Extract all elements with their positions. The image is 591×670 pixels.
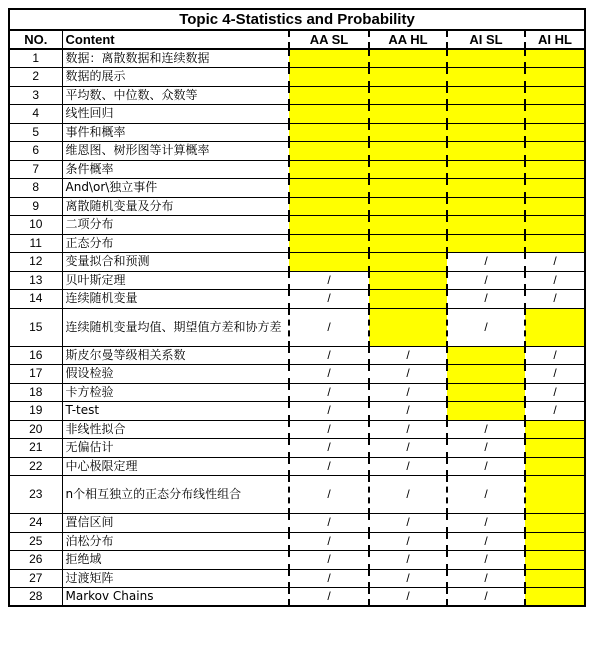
cell-ai-hl	[525, 420, 585, 439]
cell-aa-sl	[289, 160, 369, 179]
row-content: 事件和概率	[62, 123, 289, 142]
table-row	[9, 271, 585, 290]
row-number: 18	[9, 383, 62, 402]
cell-ai-sl: /	[447, 253, 525, 272]
cell-ai-hl: /	[525, 253, 585, 272]
header-no: NO.	[9, 30, 62, 49]
cell-ai-sl: /	[447, 551, 525, 570]
cell-aa-sl: /	[289, 457, 369, 476]
cell-ai-sl	[447, 365, 525, 384]
cell-aa-sl: /	[289, 439, 369, 458]
cell-ai-hl	[525, 532, 585, 551]
cell-ai-hl	[525, 68, 585, 87]
header-row	[9, 30, 585, 49]
row-content: 线性回归	[62, 105, 289, 124]
row-number: 10	[9, 216, 62, 235]
cell-ai-hl	[525, 216, 585, 235]
cell-aa-sl: /	[289, 383, 369, 402]
row-content: Markov Chains	[62, 588, 289, 607]
cell-aa-sl: /	[289, 514, 369, 533]
cell-aa-hl	[369, 49, 447, 68]
cell-ai-hl	[525, 457, 585, 476]
cell-aa-sl: /	[289, 551, 369, 570]
row-content: 泊松分布	[62, 532, 289, 551]
row-content: 置信区间	[62, 514, 289, 533]
cell-aa-sl	[289, 216, 369, 235]
cell-aa-hl	[369, 179, 447, 198]
row-number: 9	[9, 197, 62, 216]
row-content: And\or\独立事件	[62, 179, 289, 198]
table-row	[9, 123, 585, 142]
row-number: 20	[9, 420, 62, 439]
row-number: 2	[9, 68, 62, 87]
cell-ai-sl	[447, 179, 525, 198]
cell-aa-sl: /	[289, 569, 369, 588]
table-row	[9, 105, 585, 124]
table-row	[9, 346, 585, 365]
cell-aa-sl	[289, 234, 369, 253]
header-content: Content	[62, 30, 289, 49]
table-row	[9, 197, 585, 216]
cell-ai-hl: /	[525, 271, 585, 290]
row-content: 变量拟合和预测	[62, 253, 289, 272]
cell-ai-sl: /	[447, 439, 525, 458]
cell-aa-hl	[369, 197, 447, 216]
header-ai-sl: AI SL	[447, 30, 525, 49]
cell-ai-hl	[525, 551, 585, 570]
cell-ai-sl	[447, 123, 525, 142]
cell-aa-sl	[289, 86, 369, 105]
cell-aa-sl: /	[289, 588, 369, 607]
table-row	[9, 49, 585, 68]
cell-ai-hl	[525, 308, 585, 346]
cell-ai-sl	[447, 68, 525, 87]
row-content: 拒绝域	[62, 551, 289, 570]
cell-ai-hl: /	[525, 402, 585, 421]
table-row	[9, 588, 585, 607]
cell-ai-sl	[447, 383, 525, 402]
cell-aa-hl	[369, 68, 447, 87]
row-number: 13	[9, 271, 62, 290]
table-row	[9, 308, 585, 346]
row-number: 14	[9, 290, 62, 309]
table-row	[9, 551, 585, 570]
table-row	[9, 365, 585, 384]
table-row	[9, 514, 585, 533]
cell-aa-hl	[369, 216, 447, 235]
row-number: 24	[9, 514, 62, 533]
cell-ai-hl: /	[525, 383, 585, 402]
row-number: 19	[9, 402, 62, 421]
cell-ai-sl	[447, 105, 525, 124]
row-number: 16	[9, 346, 62, 365]
row-content: 离散随机变量及分布	[62, 197, 289, 216]
table-row	[9, 457, 585, 476]
row-content: 贝叶斯定理	[62, 271, 289, 290]
cell-ai-sl	[447, 86, 525, 105]
row-number: 8	[9, 179, 62, 198]
cell-aa-sl: /	[289, 365, 369, 384]
cell-aa-hl: /	[369, 457, 447, 476]
cell-aa-hl: /	[369, 551, 447, 570]
cell-aa-hl	[369, 105, 447, 124]
row-content: 斯皮尔曼等级相关系数	[62, 346, 289, 365]
row-number: 26	[9, 551, 62, 570]
table-row	[9, 569, 585, 588]
cell-ai-hl	[525, 86, 585, 105]
cell-ai-hl	[525, 569, 585, 588]
cell-aa-sl: /	[289, 532, 369, 551]
row-content: 条件概率	[62, 160, 289, 179]
row-content: 非线性拟合	[62, 420, 289, 439]
cell-aa-sl	[289, 197, 369, 216]
cell-aa-hl: /	[369, 476, 447, 514]
cell-aa-sl	[289, 123, 369, 142]
cell-ai-hl	[525, 197, 585, 216]
row-number: 27	[9, 569, 62, 588]
cell-ai-hl	[525, 476, 585, 514]
header-aa-sl: AA SL	[289, 30, 369, 49]
cell-ai-hl: /	[525, 365, 585, 384]
row-number: 12	[9, 253, 62, 272]
cell-aa-hl: /	[369, 532, 447, 551]
cell-aa-sl: /	[289, 346, 369, 365]
table-row	[9, 402, 585, 421]
table-row	[9, 253, 585, 272]
table-row	[9, 234, 585, 253]
cell-aa-hl	[369, 253, 447, 272]
table-row	[9, 439, 585, 458]
syllabus-table-wrapper	[8, 8, 584, 607]
table-body	[9, 49, 585, 606]
cell-ai-sl: /	[447, 308, 525, 346]
cell-aa-hl: /	[369, 383, 447, 402]
table-title: Topic 4-Statistics and Probability	[9, 9, 585, 30]
row-content: n个相互独立的正态分布线性组合	[62, 476, 289, 514]
cell-ai-hl	[525, 588, 585, 607]
row-content: 二项分布	[62, 216, 289, 235]
row-content: 连续随机变量	[62, 290, 289, 309]
cell-ai-sl: /	[447, 476, 525, 514]
cell-ai-hl	[525, 105, 585, 124]
row-number: 17	[9, 365, 62, 384]
cell-aa-hl	[369, 160, 447, 179]
cell-aa-hl	[369, 308, 447, 346]
cell-ai-hl	[525, 49, 585, 68]
row-content: 卡方检验	[62, 383, 289, 402]
cell-aa-sl	[289, 68, 369, 87]
cell-ai-sl: /	[447, 271, 525, 290]
table-row	[9, 290, 585, 309]
row-content: 维恩图、树形图等计算概率	[62, 142, 289, 161]
cell-aa-hl	[369, 123, 447, 142]
row-number: 6	[9, 142, 62, 161]
cell-aa-hl: /	[369, 420, 447, 439]
cell-ai-sl	[447, 346, 525, 365]
row-number: 1	[9, 49, 62, 68]
row-number: 11	[9, 234, 62, 253]
cell-aa-hl: /	[369, 514, 447, 533]
cell-ai-hl	[525, 142, 585, 161]
table-row	[9, 532, 585, 551]
cell-ai-hl	[525, 439, 585, 458]
cell-ai-hl	[525, 179, 585, 198]
cell-aa-sl: /	[289, 476, 369, 514]
table-row	[9, 216, 585, 235]
cell-ai-sl	[447, 402, 525, 421]
row-content: 平均数、中位数、众数等	[62, 86, 289, 105]
cell-aa-sl	[289, 49, 369, 68]
row-number: 15	[9, 308, 62, 346]
row-number: 5	[9, 123, 62, 142]
row-content: 正态分布	[62, 234, 289, 253]
row-number: 22	[9, 457, 62, 476]
cell-aa-sl	[289, 253, 369, 272]
cell-ai-sl	[447, 197, 525, 216]
row-content: 数据：离散数据和连续数据	[62, 49, 289, 68]
cell-aa-hl: /	[369, 439, 447, 458]
row-number: 7	[9, 160, 62, 179]
cell-ai-sl: /	[447, 569, 525, 588]
row-content: 连续随机变量均值、期望值方差和协方差	[62, 308, 289, 346]
cell-ai-sl: /	[447, 420, 525, 439]
row-content: 数据的展示	[62, 68, 289, 87]
cell-aa-sl: /	[289, 402, 369, 421]
cell-aa-hl	[369, 234, 447, 253]
cell-aa-hl	[369, 271, 447, 290]
header-ai-hl: AI HL	[525, 30, 585, 49]
cell-ai-sl: /	[447, 457, 525, 476]
table-row	[9, 420, 585, 439]
cell-ai-sl: /	[447, 514, 525, 533]
cell-ai-hl: /	[525, 290, 585, 309]
cell-ai-hl	[525, 123, 585, 142]
cell-aa-hl: /	[369, 402, 447, 421]
cell-ai-sl	[447, 142, 525, 161]
header-aa-hl: AA HL	[369, 30, 447, 49]
cell-ai-sl	[447, 49, 525, 68]
cell-ai-sl	[447, 216, 525, 235]
row-content: 无偏估计	[62, 439, 289, 458]
cell-aa-hl	[369, 142, 447, 161]
row-number: 21	[9, 439, 62, 458]
table-row	[9, 68, 585, 87]
table-row	[9, 86, 585, 105]
cell-ai-sl: /	[447, 532, 525, 551]
cell-ai-hl	[525, 514, 585, 533]
cell-ai-sl	[447, 234, 525, 253]
cell-aa-hl	[369, 290, 447, 309]
cell-aa-hl: /	[369, 346, 447, 365]
cell-ai-hl	[525, 160, 585, 179]
cell-aa-hl	[369, 86, 447, 105]
row-content: 过渡矩阵	[62, 569, 289, 588]
row-number: 3	[9, 86, 62, 105]
cell-ai-sl: /	[447, 290, 525, 309]
cell-aa-hl: /	[369, 569, 447, 588]
row-content: 假设检验	[62, 365, 289, 384]
cell-aa-sl	[289, 105, 369, 124]
cell-ai-sl: /	[447, 588, 525, 607]
table-row	[9, 160, 585, 179]
cell-aa-hl: /	[369, 588, 447, 607]
cell-aa-hl: /	[369, 365, 447, 384]
cell-aa-sl: /	[289, 308, 369, 346]
table-row	[9, 142, 585, 161]
table-row	[9, 383, 585, 402]
cell-aa-sl: /	[289, 271, 369, 290]
row-number: 28	[9, 588, 62, 607]
table-row	[9, 179, 585, 198]
cell-aa-sl: /	[289, 290, 369, 309]
row-number: 25	[9, 532, 62, 551]
row-content: 中心极限定理	[62, 457, 289, 476]
cell-aa-sl	[289, 142, 369, 161]
cell-ai-hl: /	[525, 346, 585, 365]
title-row	[9, 9, 585, 30]
row-number: 23	[9, 476, 62, 514]
syllabus-table	[8, 8, 586, 607]
row-content: T-test	[62, 402, 289, 421]
row-number: 4	[9, 105, 62, 124]
cell-aa-sl: /	[289, 420, 369, 439]
cell-aa-sl	[289, 179, 369, 198]
table-row	[9, 476, 585, 514]
cell-ai-hl	[525, 234, 585, 253]
cell-ai-sl	[447, 160, 525, 179]
